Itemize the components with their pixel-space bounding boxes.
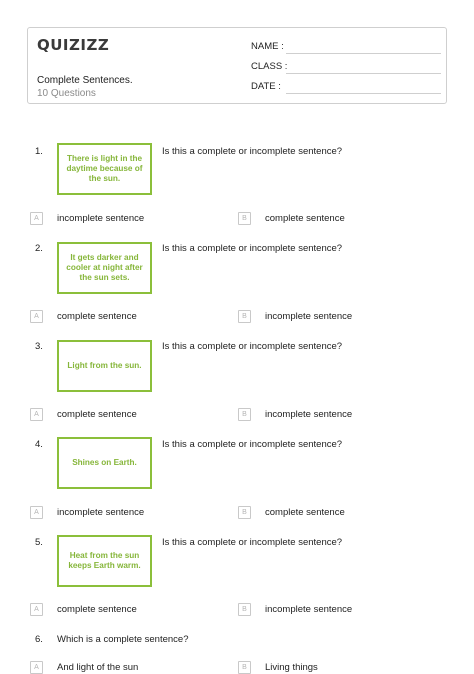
option-a-box[interactable]: A <box>30 408 43 421</box>
option-b-text[interactable]: complete sentence <box>265 213 345 224</box>
sentence-image-text: Light from the sun. <box>67 360 142 370</box>
question-number: 6. <box>35 634 43 645</box>
option-b-box[interactable]: B <box>238 408 251 421</box>
question-prompt: Is this a complete or incomplete sentence? <box>162 537 343 548</box>
sentence-image <box>57 340 152 392</box>
question-prompt: Is this a complete or incomplete sentence? <box>162 146 343 157</box>
option-b-text[interactable]: complete sentence <box>265 507 345 518</box>
option-a-text[interactable]: complete sentence <box>57 604 137 615</box>
option-b-box[interactable]: B <box>238 506 251 519</box>
class-field[interactable] <box>251 61 441 75</box>
question-prompt: Which is a complete sentence? <box>57 634 189 645</box>
sentence-image-text: Shines on Earth. <box>72 457 137 467</box>
sentence-image-text: There is light in the daytime because of the sun. <box>66 153 143 184</box>
option-a-box[interactable]: A <box>30 212 43 225</box>
class-line <box>286 73 441 74</box>
option-a-box[interactable]: A <box>30 310 43 323</box>
option-a-box[interactable]: A <box>30 506 43 519</box>
option-b-box[interactable]: B <box>238 603 251 616</box>
question-prompt: Is this a complete or incomplete sentence? <box>162 243 343 254</box>
option-a-text[interactable]: incomplete sentence <box>57 507 145 518</box>
sentence-image <box>57 437 152 489</box>
date-field[interactable] <box>251 81 441 95</box>
option-b-text[interactable]: incomplete sentence <box>265 311 353 322</box>
sentence-image-text: It gets darker and cooler at night after the sun sets. <box>66 252 143 283</box>
name-label: NAME : <box>251 41 284 52</box>
question-number: 2. <box>35 243 43 254</box>
option-a-box[interactable]: A <box>30 661 43 674</box>
name-line <box>286 53 441 54</box>
sentence-image <box>57 535 152 587</box>
question-number: 3. <box>35 341 43 352</box>
option-b-text[interactable]: incomplete sentence <box>265 409 353 420</box>
question-prompt: Is this a complete or incomplete sentence? <box>162 439 343 450</box>
question-count: 10 Questions <box>37 88 96 99</box>
class-label: CLASS : <box>251 61 288 72</box>
option-a-box[interactable]: A <box>30 603 43 616</box>
worksheet-header <box>27 27 447 104</box>
option-a-text[interactable]: complete sentence <box>57 311 137 322</box>
name-field[interactable] <box>251 41 441 55</box>
question-number: 1. <box>35 146 43 157</box>
sentence-image <box>57 143 152 195</box>
option-b-text[interactable]: incomplete sentence <box>265 604 353 615</box>
question-prompt: Is this a complete or incomplete sentence? <box>162 341 343 352</box>
option-b-text[interactable]: Living things <box>265 662 318 673</box>
option-b-box[interactable]: B <box>238 310 251 323</box>
sentence-image <box>57 242 152 294</box>
question-number: 5. <box>35 537 43 548</box>
option-b-box[interactable]: B <box>238 661 251 674</box>
date-line <box>286 93 441 94</box>
quizizz-logo: QUIZIZZ <box>37 36 110 54</box>
option-a-text[interactable]: And light of the sun <box>57 662 139 673</box>
option-a-text[interactable]: incomplete sentence <box>57 213 145 224</box>
question-number: 4. <box>35 439 43 450</box>
option-a-text[interactable]: complete sentence <box>57 409 137 420</box>
worksheet-title: Complete Sentences. <box>37 75 133 86</box>
option-b-box[interactable]: B <box>238 212 251 225</box>
sentence-image-text: Heat from the sun keeps Earth warm. <box>68 550 141 570</box>
date-label: DATE : <box>251 81 281 92</box>
